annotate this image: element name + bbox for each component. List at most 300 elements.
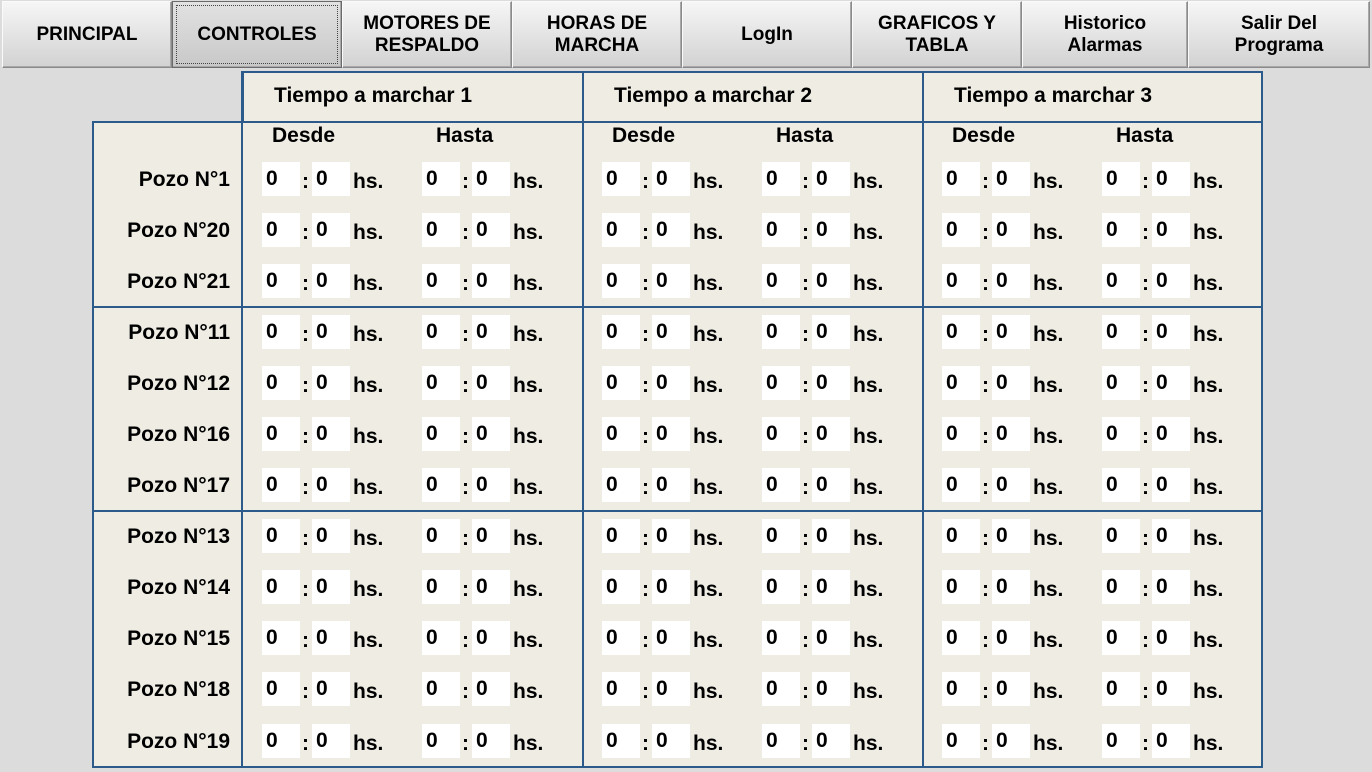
hours-unit-label: hs.: [1193, 680, 1224, 703]
hasta-label: Hasta: [1116, 124, 1174, 147]
minute-input[interactable]: [472, 264, 510, 298]
hour-input[interactable]: [762, 264, 800, 298]
hour-input[interactable]: [602, 417, 640, 451]
hour-input[interactable]: [262, 417, 300, 451]
time-separator: :: [982, 221, 989, 244]
hours-unit-label: hs.: [693, 680, 724, 703]
minute-input[interactable]: [652, 570, 690, 604]
minute-input[interactable]: [312, 621, 350, 655]
time-separator: :: [642, 680, 649, 703]
time-separator: :: [1142, 170, 1149, 193]
minute-input[interactable]: [652, 672, 690, 706]
hours-unit-label: hs.: [513, 578, 544, 601]
hour-input[interactable]: [1102, 264, 1140, 298]
time-separator: :: [802, 374, 809, 397]
hour-input[interactable]: [762, 213, 800, 247]
hour-input[interactable]: [942, 366, 980, 400]
minute-input[interactable]: [652, 724, 690, 758]
hours-unit-label: hs.: [1193, 425, 1224, 448]
time-separator: :: [802, 680, 809, 703]
time-separator: :: [302, 374, 309, 397]
minute-input[interactable]: [312, 519, 350, 553]
time-separator: :: [802, 527, 809, 550]
time-separator: :: [982, 629, 989, 652]
time-separator: :: [982, 578, 989, 601]
minute-input[interactable]: [992, 519, 1030, 553]
time-separator: :: [462, 170, 469, 193]
hour-input[interactable]: [762, 315, 800, 349]
time-separator: :: [1142, 527, 1149, 550]
time-separator: :: [982, 732, 989, 755]
time-separator: :: [1142, 323, 1149, 346]
hour-input[interactable]: [942, 315, 980, 349]
hour-input[interactable]: [422, 621, 460, 655]
minute-input[interactable]: [992, 315, 1030, 349]
hours-unit-label: hs.: [1193, 221, 1224, 244]
time-separator: :: [462, 323, 469, 346]
hour-input[interactable]: [1102, 621, 1140, 655]
hour-input[interactable]: [422, 315, 460, 349]
hour-input[interactable]: [262, 570, 300, 604]
hour-input[interactable]: [262, 162, 300, 196]
hour-input[interactable]: [762, 162, 800, 196]
hour-input[interactable]: [602, 672, 640, 706]
minute-input[interactable]: [472, 570, 510, 604]
hours-unit-label: hs.: [1033, 732, 1064, 755]
hours-unit-label: hs.: [693, 476, 724, 499]
hour-input[interactable]: [942, 724, 980, 758]
minute-input[interactable]: [992, 468, 1030, 502]
hour-input[interactable]: [1102, 417, 1140, 451]
hour-input[interactable]: [422, 468, 460, 502]
row-label: Pozo N°14: [127, 576, 230, 599]
row-label: Pozo N°12: [127, 372, 230, 395]
minute-input[interactable]: [652, 468, 690, 502]
hour-input[interactable]: [422, 162, 460, 196]
time-separator: :: [462, 425, 469, 448]
hours-unit-label: hs.: [1033, 323, 1064, 346]
hours-unit-label: hs.: [513, 323, 544, 346]
minute-input[interactable]: [312, 366, 350, 400]
time-separator: :: [1142, 272, 1149, 295]
hour-input[interactable]: [262, 672, 300, 706]
hour-input[interactable]: [262, 724, 300, 758]
time-separator: :: [642, 476, 649, 499]
hours-unit-label: hs.: [513, 680, 544, 703]
minute-input[interactable]: [652, 366, 690, 400]
time-separator: :: [642, 629, 649, 652]
minute-input[interactable]: [1152, 468, 1190, 502]
hour-input[interactable]: [602, 315, 640, 349]
hours-unit-label: hs.: [693, 221, 724, 244]
hours-unit-label: hs.: [853, 374, 884, 397]
minute-input[interactable]: [1152, 213, 1190, 247]
hour-input[interactable]: [422, 213, 460, 247]
time-separator: :: [982, 170, 989, 193]
row-label: Pozo N°15: [127, 627, 230, 650]
hour-input[interactable]: [602, 724, 640, 758]
time-separator: :: [1142, 578, 1149, 601]
time-separator: :: [1142, 374, 1149, 397]
minute-input[interactable]: [652, 621, 690, 655]
time-separator: :: [642, 221, 649, 244]
time-separator: :: [802, 170, 809, 193]
minute-input[interactable]: [812, 724, 850, 758]
hours-unit-label: hs.: [513, 221, 544, 244]
minute-input[interactable]: [472, 213, 510, 247]
hour-input[interactable]: [942, 264, 980, 298]
time-separator: :: [462, 629, 469, 652]
minute-input[interactable]: [652, 315, 690, 349]
hours-unit-label: hs.: [853, 476, 884, 499]
hour-input[interactable]: [942, 417, 980, 451]
time-separator: :: [1142, 680, 1149, 703]
hours-unit-label: hs.: [353, 578, 384, 601]
time-separator: :: [982, 476, 989, 499]
hours-unit-label: hs.: [1033, 170, 1064, 193]
minute-input[interactable]: [812, 315, 850, 349]
label-column-divider: [241, 71, 243, 768]
hour-input[interactable]: [1102, 213, 1140, 247]
minute-input[interactable]: [1152, 264, 1190, 298]
hour-input[interactable]: [602, 366, 640, 400]
hours-unit-label: hs.: [853, 272, 884, 295]
hour-input[interactable]: [762, 672, 800, 706]
time-separator: :: [462, 272, 469, 295]
hours-unit-label: hs.: [693, 323, 724, 346]
minute-input[interactable]: [652, 162, 690, 196]
hours-unit-label: hs.: [1193, 732, 1224, 755]
minute-input[interactable]: [652, 264, 690, 298]
minute-input[interactable]: [312, 264, 350, 298]
minute-input[interactable]: [812, 570, 850, 604]
hours-unit-label: hs.: [513, 374, 544, 397]
desde-label: Desde: [272, 124, 336, 147]
minute-input[interactable]: [472, 468, 510, 502]
time-separator: :: [802, 272, 809, 295]
row-label: Pozo N°21: [127, 270, 230, 293]
hours-unit-label: hs.: [1193, 272, 1224, 295]
hours-unit-label: hs.: [353, 272, 384, 295]
hour-input[interactable]: [602, 162, 640, 196]
hour-input[interactable]: [1102, 570, 1140, 604]
nav-motores-respaldo-button[interactable]: MOTORES DE RESPALDO: [342, 1, 512, 68]
time-separator: :: [642, 578, 649, 601]
time-separator: :: [982, 323, 989, 346]
minute-input[interactable]: [1152, 315, 1190, 349]
minute-input[interactable]: [472, 519, 510, 553]
hour-input[interactable]: [762, 417, 800, 451]
minute-input[interactable]: [992, 264, 1030, 298]
minute-input[interactable]: [652, 519, 690, 553]
hour-input[interactable]: [422, 264, 460, 298]
hours-unit-label: hs.: [513, 425, 544, 448]
nav-principal-button[interactable]: PRINCIPAL: [2, 1, 172, 68]
hour-input[interactable]: [942, 519, 980, 553]
time-separator: :: [1142, 425, 1149, 448]
hour-input[interactable]: [602, 213, 640, 247]
hour-input[interactable]: [602, 264, 640, 298]
hour-input[interactable]: [602, 570, 640, 604]
minute-input[interactable]: [312, 315, 350, 349]
row-label: Pozo N°18: [127, 678, 230, 701]
minute-input[interactable]: [472, 366, 510, 400]
row-label: Pozo N°16: [127, 423, 230, 446]
hour-input[interactable]: [942, 570, 980, 604]
hour-input[interactable]: [762, 468, 800, 502]
hours-unit-label: hs.: [853, 732, 884, 755]
time-separator: :: [1142, 732, 1149, 755]
hours-unit-label: hs.: [353, 527, 384, 550]
time-separator: :: [642, 425, 649, 448]
minute-input[interactable]: [812, 519, 850, 553]
hour-input[interactable]: [762, 570, 800, 604]
row-label: Pozo N°11: [128, 321, 230, 344]
minute-input[interactable]: [472, 315, 510, 349]
hours-unit-label: hs.: [693, 272, 724, 295]
hour-input[interactable]: [262, 315, 300, 349]
hours-unit-label: hs.: [693, 578, 724, 601]
hours-unit-label: hs.: [693, 170, 724, 193]
hours-unit-label: hs.: [853, 527, 884, 550]
minute-input[interactable]: [992, 672, 1030, 706]
hour-input[interactable]: [762, 621, 800, 655]
time-separator: :: [302, 170, 309, 193]
hours-unit-label: hs.: [353, 323, 384, 346]
time-separator: :: [982, 680, 989, 703]
hour-input[interactable]: [1102, 672, 1140, 706]
time-separator: :: [802, 425, 809, 448]
minute-input[interactable]: [812, 621, 850, 655]
minute-input[interactable]: [1152, 162, 1190, 196]
time-separator: :: [802, 732, 809, 755]
hour-input[interactable]: [262, 468, 300, 502]
minute-input[interactable]: [992, 724, 1030, 758]
time-separator: :: [302, 629, 309, 652]
hours-unit-label: hs.: [513, 476, 544, 499]
hour-input[interactable]: [422, 417, 460, 451]
minute-input[interactable]: [1152, 724, 1190, 758]
minute-input[interactable]: [472, 162, 510, 196]
minute-input[interactable]: [812, 264, 850, 298]
hours-unit-label: hs.: [1193, 527, 1224, 550]
time-separator: :: [982, 527, 989, 550]
minute-input[interactable]: [992, 417, 1030, 451]
hours-unit-label: hs.: [353, 680, 384, 703]
hasta-label: Hasta: [436, 124, 494, 147]
hours-unit-label: hs.: [1033, 221, 1064, 244]
hours-unit-label: hs.: [853, 629, 884, 652]
time-separator: :: [802, 476, 809, 499]
time-separator: :: [302, 527, 309, 550]
time-separator: :: [302, 272, 309, 295]
hours-unit-label: hs.: [1033, 527, 1064, 550]
minute-input[interactable]: [312, 672, 350, 706]
hour-input[interactable]: [422, 724, 460, 758]
time-separator: :: [302, 680, 309, 703]
minute-input[interactable]: [1152, 519, 1190, 553]
time-separator: :: [462, 476, 469, 499]
time-separator: :: [302, 476, 309, 499]
hours-unit-label: hs.: [1193, 629, 1224, 652]
minute-input[interactable]: [992, 162, 1030, 196]
time-separator: :: [642, 272, 649, 295]
hours-unit-label: hs.: [1033, 476, 1064, 499]
hours-unit-label: hs.: [513, 527, 544, 550]
hours-unit-label: hs.: [353, 629, 384, 652]
time-separator: :: [982, 272, 989, 295]
minute-input[interactable]: [1152, 417, 1190, 451]
minute-input[interactable]: [312, 213, 350, 247]
column-divider: [922, 71, 924, 768]
hours-unit-label: hs.: [353, 374, 384, 397]
hours-unit-label: hs.: [1193, 323, 1224, 346]
nav-login-button[interactable]: LogIn: [682, 1, 852, 68]
hour-input[interactable]: [262, 264, 300, 298]
row-label: Pozo N°1: [138, 168, 230, 191]
nav-graficos-tabla-button[interactable]: GRAFICOS Y TABLA: [852, 1, 1022, 68]
time-separator: :: [642, 170, 649, 193]
nav-horas-marcha-button[interactable]: HORAS DE MARCHA: [512, 1, 682, 68]
row-label: Pozo N°13: [127, 525, 230, 548]
time-separator: :: [462, 221, 469, 244]
minute-input[interactable]: [652, 213, 690, 247]
hour-input[interactable]: [422, 519, 460, 553]
hour-input[interactable]: [942, 213, 980, 247]
minute-input[interactable]: [992, 213, 1030, 247]
hour-input[interactable]: [1102, 519, 1140, 553]
hour-input[interactable]: [262, 519, 300, 553]
hours-unit-label: hs.: [853, 221, 884, 244]
hour-input[interactable]: [262, 213, 300, 247]
hour-input[interactable]: [942, 621, 980, 655]
row-label: Pozo N°17: [127, 474, 230, 497]
minute-input[interactable]: [1152, 672, 1190, 706]
hasta-label: Hasta: [776, 124, 834, 147]
time-separator: :: [642, 323, 649, 346]
hour-input[interactable]: [762, 724, 800, 758]
time-separator: :: [642, 527, 649, 550]
time-separator: :: [982, 374, 989, 397]
time-separator: :: [462, 374, 469, 397]
row-group-divider: [92, 306, 1263, 308]
time-separator: :: [802, 323, 809, 346]
hours-unit-label: hs.: [693, 374, 724, 397]
time-separator: :: [802, 629, 809, 652]
time-separator: :: [462, 732, 469, 755]
hour-input[interactable]: [1102, 162, 1140, 196]
minute-input[interactable]: [812, 417, 850, 451]
hours-unit-label: hs.: [353, 425, 384, 448]
nav-salir-programa-button[interactable]: Salir Del Programa: [1188, 1, 1370, 68]
time-separator: :: [642, 732, 649, 755]
hours-unit-label: hs.: [693, 732, 724, 755]
minute-input[interactable]: [812, 468, 850, 502]
time-separator: :: [462, 680, 469, 703]
time-separator: :: [302, 732, 309, 755]
row-label: Pozo N°19: [127, 730, 230, 753]
minute-input[interactable]: [812, 366, 850, 400]
desde-label: Desde: [612, 124, 676, 147]
time-separator: :: [462, 578, 469, 601]
hour-input[interactable]: [1102, 468, 1140, 502]
hours-unit-label: hs.: [1193, 170, 1224, 193]
minute-input[interactable]: [472, 621, 510, 655]
hour-input[interactable]: [602, 519, 640, 553]
hours-unit-label: hs.: [853, 578, 884, 601]
minute-input[interactable]: [812, 213, 850, 247]
hour-input[interactable]: [1102, 366, 1140, 400]
hour-input[interactable]: [942, 672, 980, 706]
minute-input[interactable]: [992, 366, 1030, 400]
time-separator: :: [982, 425, 989, 448]
minute-input[interactable]: [1152, 621, 1190, 655]
hour-input[interactable]: [262, 366, 300, 400]
hour-input[interactable]: [762, 366, 800, 400]
time-separator: :: [1142, 221, 1149, 244]
minute-input[interactable]: [312, 570, 350, 604]
time-separator: :: [802, 578, 809, 601]
hour-input[interactable]: [942, 162, 980, 196]
time-separator: :: [302, 425, 309, 448]
hours-unit-label: hs.: [353, 170, 384, 193]
minute-input[interactable]: [312, 724, 350, 758]
hours-unit-label: hs.: [853, 680, 884, 703]
hour-input[interactable]: [762, 519, 800, 553]
hours-unit-label: hs.: [513, 629, 544, 652]
minute-input[interactable]: [812, 672, 850, 706]
nav-historico-alarmas-button[interactable]: Historico Alarmas: [1022, 1, 1188, 68]
minute-input[interactable]: [1152, 570, 1190, 604]
group-title: Tiempo a marchar 3: [954, 84, 1153, 107]
minute-input[interactable]: [312, 417, 350, 451]
hours-unit-label: hs.: [1193, 578, 1224, 601]
minute-input[interactable]: [992, 570, 1030, 604]
hour-input[interactable]: [602, 468, 640, 502]
hour-input[interactable]: [262, 621, 300, 655]
row-group-divider: [92, 510, 1263, 512]
hour-input[interactable]: [1102, 315, 1140, 349]
hours-unit-label: hs.: [1033, 425, 1064, 448]
minute-input[interactable]: [652, 417, 690, 451]
minute-input[interactable]: [312, 468, 350, 502]
minute-input[interactable]: [992, 621, 1030, 655]
hour-input[interactable]: [1102, 724, 1140, 758]
hour-input[interactable]: [422, 366, 460, 400]
hours-unit-label: hs.: [1193, 374, 1224, 397]
hour-input[interactable]: [942, 468, 980, 502]
hours-unit-label: hs.: [853, 425, 884, 448]
time-separator: :: [302, 578, 309, 601]
nav-controles-button[interactable]: CONTROLES: [172, 1, 342, 68]
hours-unit-label: hs.: [853, 170, 884, 193]
row-label: Pozo N°20: [127, 219, 230, 242]
hour-input[interactable]: [422, 672, 460, 706]
group-title: Tiempo a marchar 1: [274, 84, 473, 107]
hours-unit-label: hs.: [1033, 629, 1064, 652]
minute-input[interactable]: [312, 162, 350, 196]
hours-unit-label: hs.: [513, 732, 544, 755]
minute-input[interactable]: [812, 162, 850, 196]
hour-input[interactable]: [422, 570, 460, 604]
minute-input[interactable]: [472, 672, 510, 706]
minute-input[interactable]: [472, 417, 510, 451]
hours-unit-label: hs.: [513, 170, 544, 193]
minute-input[interactable]: [1152, 366, 1190, 400]
hour-input[interactable]: [602, 621, 640, 655]
hours-unit-label: hs.: [693, 527, 724, 550]
minute-input[interactable]: [472, 724, 510, 758]
